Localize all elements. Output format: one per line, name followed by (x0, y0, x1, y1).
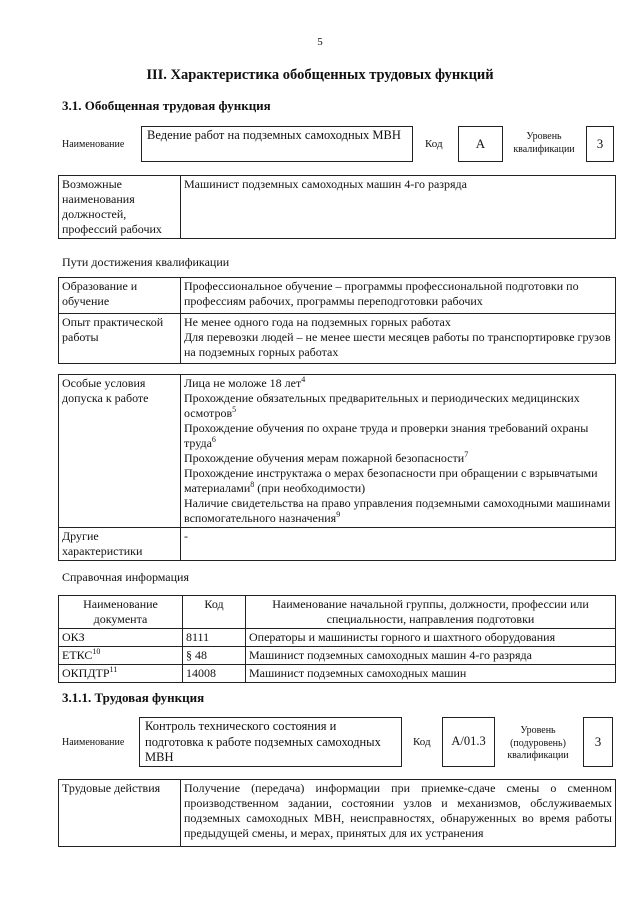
ref-doc: ЕТКС$^{10}$ (59, 647, 183, 665)
actions-label: Трудовые действия (59, 780, 181, 847)
table-header-row (59, 596, 616, 629)
page-number: 5 (317, 36, 323, 48)
condition-item: Прохождение обучения по охране труда и проверки знания требований охраны труда$^6$ (184, 421, 589, 450)
tf-code-label: Код (413, 736, 431, 748)
tf-name-value: Контроль технического состояния и подготовка к работе подземных самоходных МВН (139, 717, 402, 767)
tf-level-value: 3 (583, 717, 613, 767)
actions-value: Получение (передача) информации при приемке-сдаче смены о сменном производственном задании, состоянии узлов и механизмов, обслуживаемых подземных самоходных МВН, неисправностях, обнаруженных во время работы предыдущей смены, и мерах, принятых для их устранения (181, 780, 616, 847)
gtf-level-value: 3 (586, 126, 614, 162)
ref-code: 8111 (183, 629, 246, 647)
education-value: Профессиональное обучение – программы профессиональной подготовки по профессиям рабочих, программы переподготовки рабочих (181, 278, 616, 314)
conditions-table (58, 374, 616, 561)
experience-line-2: Для перевозки людей – не менее шести месяцев работы по транспортировке грузов на подземных горных работах (184, 330, 611, 359)
ref-code: § 48 (183, 647, 246, 665)
condition-item: Прохождение инструктажа о мерах безопасности при обращении с взрывчатыми материалами$^8$ (при необходимости) (184, 466, 598, 495)
gtf-code-value: А (458, 126, 503, 162)
col-header-name: Наименование начальной группы, должности, профессии или специальности, направления подготовки (246, 596, 616, 629)
gtf-name-label: Наименование (62, 139, 125, 150)
col-header-document: Наименование документа (59, 596, 183, 629)
gtf-heading: 3.1. Обобщенная трудовая функция (62, 98, 271, 113)
condition-item: Прохождение обязательных предварительных и периодических медицинских осмотров$^5$ (184, 391, 580, 420)
paths-heading: Пути достижения квалификации (62, 255, 230, 269)
ref-name: Машинист подземных самоходных машин 4-го разряда (246, 647, 616, 665)
tf-level-label: Уровень (подуровень) квалификации (507, 725, 569, 761)
table-row (59, 780, 616, 847)
actions-table (58, 779, 616, 847)
table-row (59, 375, 616, 528)
table-row (59, 629, 616, 647)
col-header-code: Код (183, 596, 246, 629)
experience-label: Опыт практической работы (59, 314, 181, 364)
reference-heading: Справочная информация (62, 570, 189, 584)
positions-value: Машинист подземных самоходных машин 4-го разряда (181, 176, 616, 239)
education-label: Образование и обучение (59, 278, 181, 314)
condition-item: Прохождение обучения мерам пожарной безопасности$^7$ (184, 450, 469, 465)
positions-table (58, 175, 616, 239)
section-title: III. Характеристика обобщенных трудовых функций (146, 67, 494, 83)
gtf-code-label: Код (425, 138, 443, 150)
table-row (59, 647, 616, 665)
condition-item: Лица не моложе 18 лет$^4$ (184, 375, 306, 390)
positions-label: Возможные наименования должностей, профессий рабочих (59, 176, 181, 239)
conditions-list (181, 375, 616, 528)
ref-name: Операторы и машинисты горного и шахтного оборудования (246, 629, 616, 647)
reference-table (58, 595, 616, 683)
experience-line-1: Не менее одного года на подземных горных работах (184, 315, 451, 329)
table-row (59, 314, 616, 364)
ref-doc: ОКПДТР$^{11}$ (59, 665, 183, 683)
tf-code-value: А/01.3 (442, 717, 495, 767)
table-row (59, 176, 616, 239)
table-row (59, 528, 616, 561)
paths-table (58, 277, 616, 364)
tf-name-label: Наименование (62, 737, 125, 748)
conditions-label: Особые условия допуска к работе (59, 375, 181, 528)
other-label: Другие характеристики (59, 528, 181, 561)
tf-heading: 3.1.1. Трудовая функция (62, 690, 205, 705)
other-value: - (181, 528, 616, 561)
ref-name: Машинист подземных самоходных машин (246, 665, 616, 683)
gtf-name-value: Ведение работ на подземных самоходных МВН (141, 126, 413, 162)
gtf-level-label: Уровень квалификации (513, 131, 575, 155)
ref-doc: ОКЗ (59, 629, 183, 647)
condition-item: Наличие свидетельства на право управления подземными самоходными машинами вспомогательного назначения$^9$ (184, 496, 611, 525)
ref-code: 14008 (183, 665, 246, 683)
table-row (59, 278, 616, 314)
table-row (59, 665, 616, 683)
experience-value (181, 314, 616, 364)
